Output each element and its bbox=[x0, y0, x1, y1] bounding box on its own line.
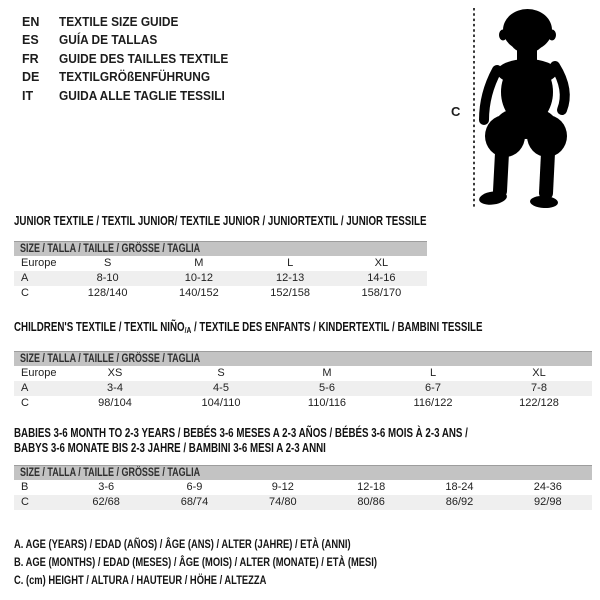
table-row bbox=[14, 286, 427, 301]
table-cell: S bbox=[103, 257, 112, 269]
table-row bbox=[14, 381, 592, 396]
table-cell: 68/74 bbox=[180, 496, 209, 508]
table-cell: 80/86 bbox=[357, 496, 385, 508]
footnote-list bbox=[14, 535, 479, 589]
footnote-text: B. AGE (MONTHS) / EDAD (MESES) / ÂGE (MOIS) / ALTER (MONATE) / ETÀ (MESI) bbox=[14, 555, 377, 569]
table-cell: 18-24 bbox=[445, 481, 474, 493]
table-cell: 104/110 bbox=[201, 397, 241, 409]
table-cell: 140/152 bbox=[178, 287, 219, 299]
row-label: C bbox=[21, 287, 29, 299]
size-table bbox=[14, 241, 427, 301]
language-code: DE bbox=[22, 70, 40, 85]
section-title bbox=[14, 214, 427, 229]
size-header-label: SIZE / TALLA / TAILLE / GRÖSSE / TAGLIA bbox=[20, 243, 201, 255]
footnote-line bbox=[14, 571, 479, 589]
table-cell: 7-8 bbox=[531, 382, 547, 394]
size-header-bar bbox=[14, 351, 592, 366]
size-header-bar bbox=[14, 241, 427, 256]
language-title: GUÍA DE TALLAS bbox=[59, 33, 158, 48]
table-cell: 5-6 bbox=[319, 382, 335, 394]
height-measure-label: C bbox=[451, 104, 461, 119]
table-cell: 86/92 bbox=[445, 496, 474, 508]
table-row bbox=[14, 256, 427, 271]
table-row bbox=[14, 480, 592, 495]
language-title: GUIDA ALLE TAGLIE TESSILI bbox=[59, 88, 225, 103]
table-cell: XS bbox=[107, 367, 123, 379]
section-junior-textile bbox=[14, 214, 427, 301]
toddler-silhouette bbox=[478, 9, 567, 209]
table-cell: M bbox=[194, 257, 204, 269]
table-cell: 128/140 bbox=[87, 287, 128, 299]
section-childrens-textile bbox=[14, 320, 592, 411]
section-title-line bbox=[14, 426, 592, 441]
table-cell: 6-9 bbox=[186, 481, 203, 493]
size-table-rows bbox=[14, 366, 592, 411]
size-table-rows bbox=[14, 480, 592, 510]
size-table-rows bbox=[14, 256, 427, 301]
size-table bbox=[14, 465, 592, 510]
section-title-text bbox=[14, 320, 483, 338]
language-row bbox=[22, 50, 237, 68]
size-header-label: SIZE / TALLA / TAILLE / GRÖSSE / TAGLIA bbox=[20, 353, 201, 365]
language-list bbox=[22, 13, 237, 105]
size-header-label: SIZE / TALLA / TAILLE / GRÖSSE / TAGLIA bbox=[20, 467, 201, 479]
table-cell: 3-6 bbox=[98, 481, 115, 493]
section-title-text bbox=[14, 441, 326, 456]
table-cell: 116/122 bbox=[413, 397, 453, 409]
table-cell: 10-12 bbox=[184, 272, 213, 284]
table-cell: 92/98 bbox=[534, 496, 562, 508]
size-table bbox=[14, 351, 592, 411]
language-code: EN bbox=[22, 15, 40, 29]
row-label: A bbox=[21, 382, 29, 394]
row-label: Europe bbox=[21, 257, 57, 269]
section-title-line bbox=[14, 320, 592, 338]
row-label: C bbox=[21, 397, 29, 409]
table-cell: XL bbox=[532, 367, 546, 379]
section-title-line bbox=[14, 441, 592, 456]
title-segment: BABIES 3-6 MONTH TO 2-3 YEARS / BEBÉS 3-6 MESES A 2-3 AÑOS / BÉBÉS 3-6 MOIS À 2-3 ANS / bbox=[14, 426, 468, 440]
table-row bbox=[14, 495, 592, 510]
section-title bbox=[14, 320, 592, 338]
table-cell: 62/68 bbox=[92, 496, 120, 508]
table-cell: L bbox=[429, 367, 437, 379]
table-cell: 6-7 bbox=[425, 382, 441, 394]
language-code: IT bbox=[22, 88, 34, 103]
row-label: Europe bbox=[21, 367, 57, 379]
title-segment: / TEXTILE DES ENFANTS / KINDERTEXTIL / BAMBINI TESSILE bbox=[191, 320, 483, 334]
title-segment: CHILDREN'S TEXTILE / TEXTIL NIÑO bbox=[14, 320, 185, 334]
table-cell: L bbox=[287, 257, 294, 269]
table-row bbox=[14, 396, 592, 411]
language-title: GUIDE DES TAILLES TEXTILE bbox=[59, 51, 229, 66]
language-row bbox=[22, 87, 237, 105]
row-label: A bbox=[21, 272, 29, 284]
table-cell: M bbox=[322, 367, 332, 379]
table-cell: 12-13 bbox=[276, 272, 305, 284]
section-babies-textile bbox=[14, 426, 592, 510]
language-code: FR bbox=[22, 51, 39, 66]
table-cell: 98/104 bbox=[98, 397, 132, 409]
table-row bbox=[14, 271, 427, 286]
row-label: C bbox=[21, 496, 29, 508]
table-cell: 122/128 bbox=[519, 397, 559, 409]
toddler-figure bbox=[472, 8, 578, 212]
section-title-text bbox=[14, 214, 426, 229]
language-title: TEXTILGRÖßENFÜHRUNG bbox=[59, 70, 211, 85]
title-segment: BABYS 3-6 MONATE BIS 2-3 JAHRE / BAMBINI 3-6 MESI A 2-3 ANNI bbox=[14, 441, 326, 455]
footnote-line bbox=[14, 535, 479, 553]
table-cell: 12-18 bbox=[357, 481, 386, 493]
title-segment: JUNIOR TEXTILE / TEXTIL JUNIOR/ TEXTILE JUNIOR / JUNIORTEXTIL / JUNIOR TESSILE bbox=[14, 214, 427, 228]
table-cell: 3-4 bbox=[107, 382, 123, 394]
language-row bbox=[22, 13, 237, 31]
size-header-bar bbox=[14, 465, 592, 480]
table-cell: 9-12 bbox=[271, 481, 294, 493]
footnote-text: A. AGE (YEARS) / EDAD (AÑOS) / ÂGE (ANS) / ALTER (JAHRE) / ETÀ (ANNI) bbox=[14, 537, 351, 551]
row-label: B bbox=[21, 481, 29, 493]
table-cell: 74/80 bbox=[269, 496, 297, 508]
footnote-line bbox=[14, 553, 479, 571]
table-cell: 152/158 bbox=[270, 287, 310, 299]
section-title-text bbox=[14, 426, 468, 441]
table-cell: XL bbox=[374, 257, 389, 269]
language-title: TEXTILE SIZE GUIDE bbox=[59, 15, 179, 29]
table-cell: 8-10 bbox=[96, 272, 119, 284]
language-row bbox=[22, 68, 237, 86]
footnote-text: C. (cm) HEIGHT / ALTURA / HAUTEUR / HÖHE / ALTEZZA bbox=[14, 573, 267, 587]
language-code: ES bbox=[22, 33, 39, 48]
section-title-line bbox=[14, 214, 427, 229]
table-cell: 110/116 bbox=[307, 397, 347, 409]
table-cell: 14-16 bbox=[367, 272, 396, 284]
section-title bbox=[14, 426, 592, 456]
language-row bbox=[22, 31, 237, 49]
title-subscript: /A bbox=[184, 325, 192, 335]
table-row bbox=[14, 366, 592, 381]
table-cell: S bbox=[217, 367, 225, 379]
table-cell: 24-36 bbox=[533, 481, 562, 493]
table-cell: 4-5 bbox=[213, 382, 229, 394]
table-cell: 158/170 bbox=[361, 287, 402, 299]
